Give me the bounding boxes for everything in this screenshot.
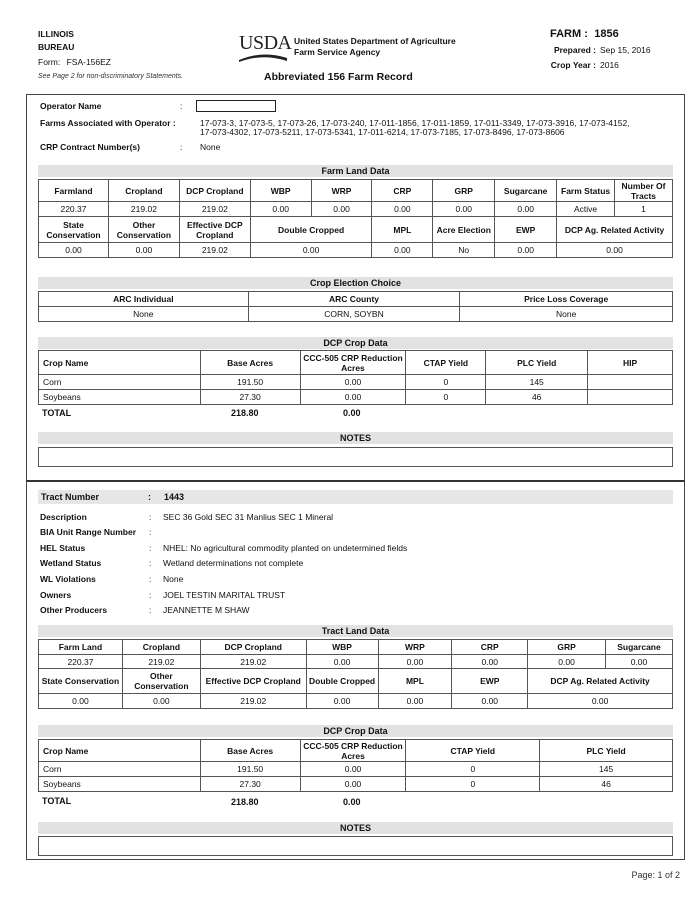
tract-field-label: Wetland Status — [40, 558, 102, 568]
tract-dcp-crop-cell: 0 — [406, 777, 540, 792]
colon: : — [149, 590, 152, 600]
notes-title: NOTES — [38, 822, 673, 834]
crop-election-title: Crop Election Choice — [38, 277, 673, 289]
farm-land-cell: 0.00 — [108, 243, 179, 258]
tract-land-header: CRP — [452, 640, 528, 655]
prepared-value: Sep 15, 2016 — [600, 45, 651, 55]
farm-land-cell: 0.00 — [372, 243, 433, 258]
crop-election-header: ARC Individual — [39, 292, 249, 307]
farm-land-header: DCP Cropland — [179, 180, 250, 202]
form-title: Abbreviated 156 Farm Record — [264, 71, 413, 83]
dcp-crop-cell: 145 — [486, 375, 588, 390]
other-producers-value: JEANNETTE M SHAW — [163, 605, 250, 615]
tract-land-cell: 0.00 — [452, 655, 528, 669]
tract-dcp-crop-header: CTAP Yield — [406, 740, 540, 762]
tract-land-cell: 0.00 — [452, 694, 528, 709]
tract-land-value-row-1 — [39, 655, 673, 669]
colon: : — [149, 558, 152, 568]
colon: : — [180, 101, 183, 111]
crop-year-row — [536, 60, 676, 70]
farm-land-cell: 0.00 — [433, 202, 495, 217]
agency-name — [294, 36, 456, 58]
farm-land-header: WRP — [311, 180, 372, 202]
usda-logo-text: USDA — [239, 32, 292, 54]
agency-line1: United States Department of Agriculture — [294, 36, 456, 46]
farm-land-header: Number Of Tracts — [615, 180, 673, 202]
table-row — [39, 762, 673, 777]
farm-land-cell: 219.02 — [179, 243, 250, 258]
tract-land-cell: 0.00 — [605, 655, 672, 669]
farm-land-cell: 220.37 — [39, 202, 109, 217]
farm-land-header-row-2 — [39, 217, 673, 243]
tract-number-value: 1443 — [164, 492, 185, 502]
farm-land-cell: 0.00 — [250, 243, 372, 258]
dcp-crop-header: HIP — [588, 351, 673, 375]
farm-land-cell: 0.00 — [250, 202, 311, 217]
farm-land-header: Farm Status — [557, 180, 615, 202]
tract-land-header: DCP Cropland — [200, 640, 306, 655]
owners-value: JOEL TESTIN MARITAL TRUST — [163, 590, 286, 600]
tract-dcp-crop-cell: 46 — [540, 777, 673, 792]
crop-name-cell: Soybeans — [39, 777, 201, 792]
operator-name-redacted — [196, 100, 276, 112]
tract-land-header: Cropland — [122, 640, 200, 655]
crop-election-table — [38, 291, 673, 322]
farm-land-header: WBP — [250, 180, 311, 202]
crop-name-cell: Soybeans — [39, 390, 201, 405]
dcp-crop-cell — [588, 390, 673, 405]
farm-land-header: DCP Ag. Related Activity — [557, 217, 673, 243]
tract-dcp-crop-cell: 0.00 — [300, 777, 406, 792]
dcp-crop-cell: 27.30 — [200, 390, 300, 405]
farm-land-cell: Active — [557, 202, 615, 217]
farm-land-cell: 0.00 — [311, 202, 372, 217]
tract-land-header: Effective DCP Cropland — [200, 669, 306, 694]
tract-dcp-crop-title: DCP Crop Data — [38, 725, 673, 737]
farm-land-cell: 0.00 — [495, 202, 557, 217]
table-row — [39, 375, 673, 390]
farm-land-header: MPL — [372, 217, 433, 243]
dcp-crop-cell — [588, 375, 673, 390]
dcp-crop-header: CTAP Yield — [406, 351, 486, 375]
total-label: TOTAL — [42, 408, 72, 418]
agency-line2: Farm Service Agency — [294, 47, 381, 57]
farm-land-value-row-1 — [39, 202, 673, 217]
tract-field-label: Owners — [40, 590, 72, 600]
tract-field-label: BIA Unit Range Number — [40, 527, 137, 537]
crop-election-cell: None — [460, 307, 673, 322]
tract-number-label: Tract Number — [41, 492, 100, 502]
farm-info — [536, 28, 676, 70]
total-base-acres: 218.80 — [231, 797, 259, 807]
tract-dcp-crop-header: Base Acres — [200, 740, 300, 762]
statement-note: See Page 2 for non-discriminatory Statements. — [38, 73, 184, 80]
dcp-crop-cell: 0 — [406, 375, 486, 390]
usda-logo — [239, 32, 292, 60]
tract-field-label: Other Producers — [40, 605, 108, 615]
colon: : — [149, 574, 152, 584]
farms-list-line2: 17-073-4302, 17-073-5211, 17-073-5341, 17-011-6214, 17-073-7185, 17-073-8496, 17-073-8606 — [200, 127, 565, 137]
total-base-acres: 218.80 — [231, 408, 259, 418]
tract-dcp-crop-cell: 0 — [406, 762, 540, 777]
colon: : — [149, 543, 152, 553]
wl-violations-value: None — [163, 574, 184, 584]
farm-land-header: EWP — [495, 217, 557, 243]
farm-land-header: Acre Election — [433, 217, 495, 243]
form-label: Form: — [38, 57, 61, 67]
farm-land-cell: 0.00 — [39, 243, 109, 258]
crop-year-label: Crop Year : — [550, 60, 596, 70]
tract-dcp-crop-table — [38, 739, 673, 792]
dcp-crop-title: DCP Crop Data — [38, 337, 673, 349]
colon: : — [180, 142, 183, 152]
crop-election-cell: None — [39, 307, 249, 322]
tract-dcp-crop-cell: 145 — [540, 762, 673, 777]
prepared-row — [536, 45, 676, 55]
farm-number-row — [536, 28, 676, 40]
dcp-crop-header: CCC-505 CRP Reduction Acres — [300, 351, 406, 375]
tract-dcp-crop-header: CCC-505 CRP Reduction Acres — [300, 740, 406, 762]
header-left — [38, 28, 183, 83]
farm-land-header: State Conservation — [39, 217, 109, 243]
farm-land-cell: 1 — [615, 202, 673, 217]
tract-description: SEC 36 Gold SEC 31 Manlius SEC 1 Mineral — [163, 512, 334, 522]
farm-label: FARM : — [550, 28, 588, 40]
farm-land-cell: 219.02 — [108, 202, 179, 217]
farm-land-header-row-1 — [39, 180, 673, 202]
farm-land-cell: 0.00 — [372, 202, 433, 217]
tract-land-cell: 0.00 — [306, 694, 378, 709]
tract-dcp-crop-header: PLC Yield — [540, 740, 673, 762]
usda-swoosh-icon — [239, 52, 287, 62]
crop-election-value-row — [39, 307, 673, 322]
tract-land-cell: 219.02 — [200, 655, 306, 669]
tract-land-table — [38, 639, 673, 709]
dcp-crop-header: Crop Name — [39, 351, 201, 375]
crop-name-cell: Corn — [39, 762, 201, 777]
tract-land-header: Farm Land — [39, 640, 123, 655]
tract-land-cell: 219.02 — [200, 694, 306, 709]
form-header — [26, 28, 684, 92]
farm-land-header: Sugarcane — [495, 180, 557, 202]
crop-election-header: Price Loss Coverage — [460, 292, 673, 307]
dcp-crop-cell: 0.00 — [300, 390, 406, 405]
page-number: Page: 1 of 2 — [631, 870, 680, 880]
farm-land-header: Effective DCP Cropland — [179, 217, 250, 243]
tract-land-cell: 0.00 — [528, 694, 673, 709]
crop-name-cell: Corn — [39, 375, 201, 390]
tract-land-header: MPL — [378, 669, 452, 694]
tract-land-cell: 0.00 — [378, 655, 452, 669]
tract-land-cell: 220.37 — [39, 655, 123, 669]
tract-dcp-crop-header: Crop Name — [39, 740, 201, 762]
farm-land-cell: 219.02 — [179, 202, 250, 217]
farm-land-cell: 0.00 — [495, 243, 557, 258]
tract-land-cell: 0.00 — [306, 655, 378, 669]
tract-land-header: DCP Ag. Related Activity — [528, 669, 673, 694]
dcp-crop-cell: 0.00 — [300, 375, 406, 390]
dcp-crop-table — [38, 350, 673, 405]
tract-field-label: WL Violations — [40, 574, 96, 584]
farm-land-cell: 0.00 — [557, 243, 673, 258]
tract-land-cell: 0.00 — [39, 694, 123, 709]
crop-year-value: 2016 — [600, 60, 619, 70]
tract-field-label: Description — [40, 512, 87, 522]
farm-land-title: Farm Land Data — [38, 165, 673, 177]
tract-land-title: Tract Land Data — [38, 625, 673, 637]
form-id: FSA-156EZ — [66, 57, 111, 67]
operator-name-label: Operator Name — [40, 101, 102, 111]
form-id-row — [38, 56, 183, 69]
tract-land-header: Double Cropped — [306, 669, 378, 694]
farm-land-header: Double Cropped — [250, 217, 372, 243]
tract-land-header-row-1 — [39, 640, 673, 655]
tract-dcp-crop-header-row — [39, 740, 673, 762]
crop-election-cell: CORN, SOYBN — [248, 307, 460, 322]
notes-box — [38, 836, 673, 856]
tract-land-header: Sugarcane — [605, 640, 672, 655]
tract-land-header: State Conservation — [39, 669, 123, 694]
colon: : — [149, 527, 152, 537]
farm-land-cell: No — [433, 243, 495, 258]
tract-land-header-row-2 — [39, 669, 673, 694]
dcp-crop-cell: 0 — [406, 390, 486, 405]
total-ccc-acres: 0.00 — [343, 797, 361, 807]
tract-field-label: HEL Status — [40, 543, 86, 553]
tract-land-header: EWP — [452, 669, 528, 694]
farm-land-header: CRP — [372, 180, 433, 202]
dcp-crop-header: Base Acres — [200, 351, 300, 375]
colon: : — [149, 605, 152, 615]
state-name: ILLINOIS — [38, 29, 74, 39]
tract-land-header: Other Conservation — [122, 669, 200, 694]
tract-land-value-row-2 — [39, 694, 673, 709]
tract-dcp-crop-cell: 0.00 — [300, 762, 406, 777]
wetland-status-value: Wetland determinations not complete — [163, 558, 304, 568]
crp-contract-label: CRP Contract Number(s) — [40, 142, 140, 152]
dcp-crop-header-row — [39, 351, 673, 375]
tract-land-header: WRP — [378, 640, 452, 655]
crop-election-header-row — [39, 292, 673, 307]
hel-status-value: NHEL: No agricultural commodity planted on undetermined fields — [163, 543, 408, 553]
dcp-crop-cell: 191.50 — [200, 375, 300, 390]
crop-election-header: ARC County — [248, 292, 460, 307]
farms-associated-label: Farms Associated with Operator : — [40, 118, 176, 128]
tract-land-cell: 219.02 — [122, 655, 200, 669]
tract-land-header: GRP — [528, 640, 606, 655]
tract-number-band — [38, 490, 673, 504]
colon: : — [148, 492, 151, 502]
farms-list-line1: 17-073-3, 17-073-5, 17-073-26, 17-073-240, 17-011-1856, 17-011-1859, 17-011-3349, 17-073-3916, 17-073-4152, — [200, 118, 630, 128]
section-divider — [26, 480, 685, 482]
farm-land-table — [38, 179, 673, 258]
tract-land-cell: 0.00 — [528, 655, 606, 669]
tract-land-cell: 0.00 — [378, 694, 452, 709]
tract-land-header: WBP — [306, 640, 378, 655]
county-name: BUREAU — [38, 42, 75, 52]
tract-land-cell: 0.00 — [122, 694, 200, 709]
dcp-crop-cell: 46 — [486, 390, 588, 405]
farm-land-header: Cropland — [108, 180, 179, 202]
farm-land-header: Other Conservation — [108, 217, 179, 243]
prepared-label: Prepared : — [553, 45, 596, 55]
dcp-crop-header: PLC Yield — [486, 351, 588, 375]
colon: : — [149, 512, 152, 522]
crp-contract-value: None — [200, 142, 221, 152]
total-label: TOTAL — [42, 796, 72, 806]
table-row — [39, 390, 673, 405]
farm-land-header: Farmland — [39, 180, 109, 202]
farm-land-header: GRP — [433, 180, 495, 202]
table-row — [39, 777, 673, 792]
notes-box — [38, 447, 673, 467]
total-ccc-acres: 0.00 — [343, 408, 361, 418]
notes-title: NOTES — [38, 432, 673, 444]
tract-dcp-crop-cell: 191.50 — [200, 762, 300, 777]
farm-land-value-row-2 — [39, 243, 673, 258]
farm-number: 1856 — [594, 28, 619, 40]
tract-dcp-crop-cell: 27.30 — [200, 777, 300, 792]
